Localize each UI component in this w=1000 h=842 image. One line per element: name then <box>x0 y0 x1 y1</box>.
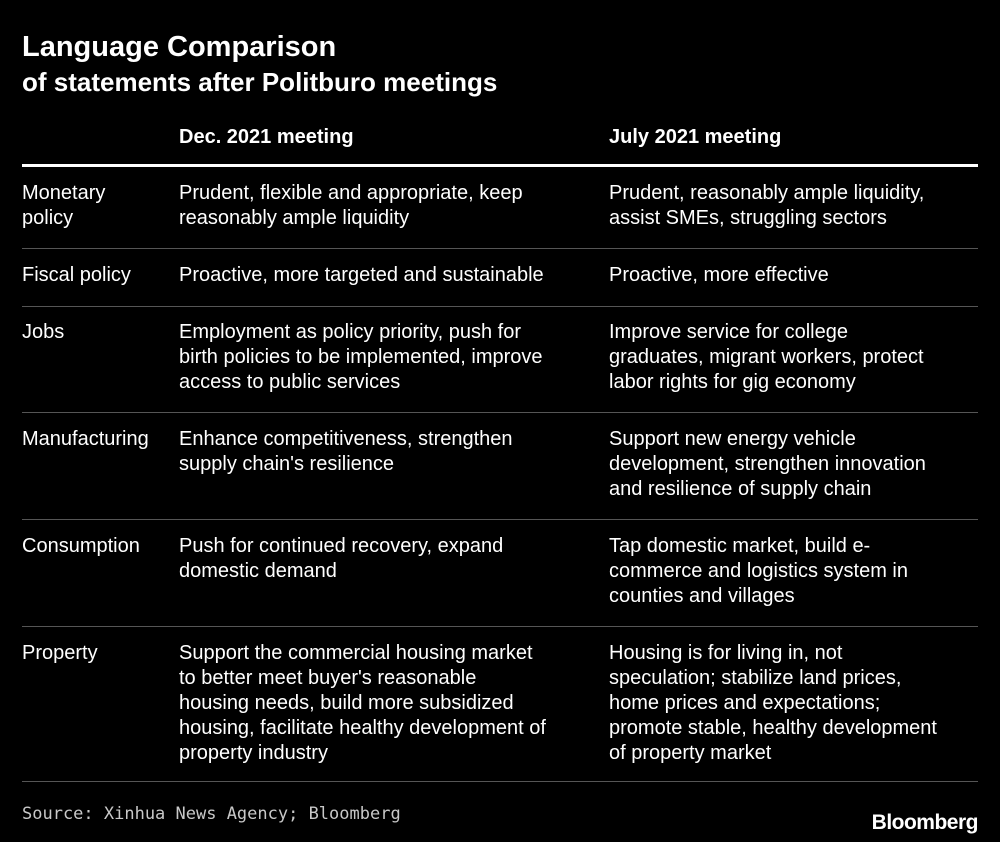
table-row-jobs <box>22 320 978 413</box>
row-july-statement: Tap domestic market, build e- commerce and logistics system in counties and villages <box>609 535 908 607</box>
row-category: Property <box>22 642 98 664</box>
row-july-statement: Housing is for living in, not speculation; stabilize land prices, home prices and expectations; promote stable, healthy development of property market <box>609 642 937 764</box>
row-july-statement: Improve service for college graduates, migrant workers, protect labor rights for gig economy <box>609 321 924 393</box>
column-header-dec-2021: Dec. 2021 meeting <box>179 126 354 148</box>
row-dec-statement: Push for continued recovery, expand domestic demand <box>179 535 504 582</box>
table-row-manufacturing <box>22 427 978 520</box>
page-subtitle: of statements after Politburo meetings <box>22 67 498 97</box>
table-row-property <box>22 641 978 782</box>
table-row-fiscal-policy <box>22 263 978 307</box>
row-july-statement: Prudent, reasonably ample liquidity, assist SMEs, struggling sectors <box>609 182 925 229</box>
row-category: Monetary policy <box>22 182 106 229</box>
row-dec-statement: Enhance competitiveness, strengthen supply chain's resilience <box>179 428 513 475</box>
row-category: Jobs <box>22 321 65 343</box>
row-category: Consumption <box>22 535 140 557</box>
row-category: Fiscal policy <box>22 264 131 286</box>
table-row-consumption <box>22 534 978 627</box>
row-july-statement: Proactive, more effective <box>609 264 829 286</box>
row-dec-statement: Support the commercial housing market to better meet buyer's reasonable housing needs, build more subsidized housing, facilitate healthy development of property industry <box>179 642 546 764</box>
table-row-monetary-policy <box>22 181 978 249</box>
row-dec-statement: Prudent, flexible and appropriate, keep reasonably ample liquidity <box>179 182 523 229</box>
page-title: Language Comparison <box>22 31 337 63</box>
source-note: Source: Xinhua News Agency; Bloomberg <box>22 804 401 824</box>
row-dec-statement: Proactive, more targeted and sustainable <box>179 264 544 286</box>
row-july-statement: Support new energy vehicle development, strengthen innovation and resilience of supply chain <box>609 428 926 500</box>
row-dec-statement: Employment as policy priority, push for birth policies to be implemented, improve access to public services <box>179 321 543 393</box>
column-header-july-2021: July 2021 meeting <box>609 126 782 148</box>
row-category: Manufacturing <box>22 428 149 450</box>
header-rule <box>22 164 978 167</box>
bloomberg-logo: Bloomberg <box>871 811 978 834</box>
